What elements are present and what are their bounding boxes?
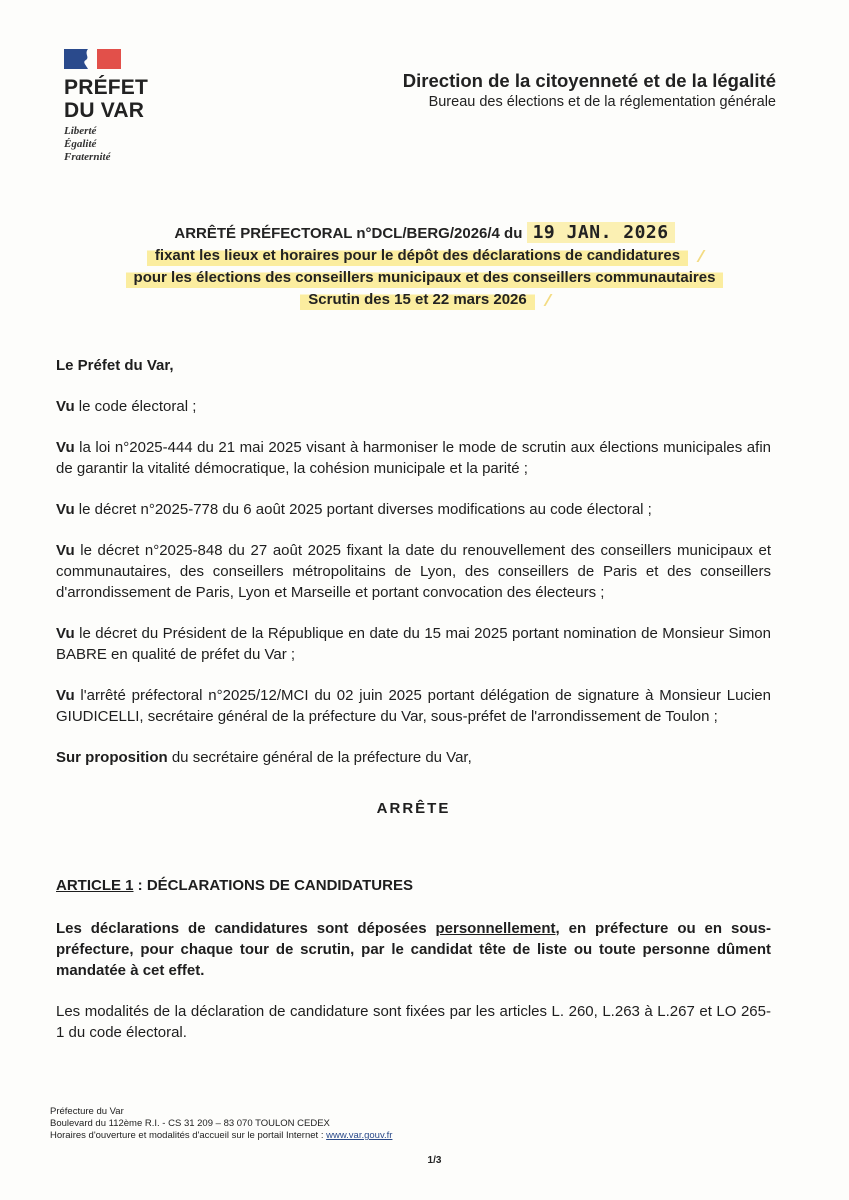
decree-title: [0, 222, 849, 311]
decree-number: ARRÊTÉ PRÉFECTORAL n°DCL/BERG/2026/4 du: [174, 225, 523, 242]
title-line-1: [166, 222, 682, 245]
bureau-subtitle: Bureau des élections et de la réglementation générale: [428, 94, 776, 110]
visa-text: le décret n°2025-848 du 27 août 2025 fixant la date du renouvellement des conseillers municipaux et communautaires, des conseillers métropolitains de Lyon, des conseillers de Paris et des conseillers d'arrondissement de Paris, Lyon et Marseille et portant convocation des électeurs ;: [56, 542, 771, 601]
republic-motto: [64, 125, 110, 164]
proposition-label: Sur proposition: [56, 749, 168, 766]
footer-prefecture: Préfecture du Var: [50, 1106, 124, 1117]
marianne-flag-logo: [64, 49, 121, 69]
article-1-paragraph-2: Les modalités de la déclaration de candidature sont fixées par les articles L. 260, L.263 à L.267 et LO 265-1 du code électoral.: [56, 1003, 771, 1041]
title-line-2: fixant les lieux et horaires pour le dépôt des déclarations de candidatures: [147, 245, 688, 267]
greeting: Le Préfet du Var,: [56, 357, 174, 374]
date-stamp: 19 JAN. 2026: [527, 222, 675, 243]
motto-fraternite: Fraternité: [64, 151, 111, 163]
proposition-paragraph: [56, 747, 771, 768]
visa-text: la loi n°2025-444 du 21 mai 2025 visant à harmoniser le mode de scrutin aux élections municipales afin de garantir la vitalité démocratique, la cohésion municipale et la parité ;: [56, 439, 771, 477]
visa-text: l'arrêté préfectoral n°2025/12/MCI du 02 juin 2025 portant délégation de signature à Monsieur Lucien GIUDICELLI, secrétaire général de la préfecture du Var, sous-préfet de l'arrondissement de Toulon ;: [56, 687, 771, 725]
article-1-paragraph-1: [56, 918, 771, 981]
p1-text-before: Les déclarations de candidatures sont déposées: [56, 920, 436, 937]
visa-paragraph: [56, 685, 771, 727]
title-line-4: Scrutin des 15 et 22 mars 2026: [300, 289, 534, 311]
motto-liberte: Liberté: [64, 125, 97, 137]
highlight-mark: [535, 294, 552, 306]
title-line-3: pour les élections des conseillers municipaux et des conseillers communautaires: [126, 267, 724, 289]
article-1-heading: [56, 875, 771, 896]
footer-address: Boulevard du 112ème R.I. - CS 31 209 – 83 070 TOULON CEDEX: [50, 1118, 330, 1129]
page-number: 1/3: [427, 1155, 442, 1166]
visa-text: le décret du Président de la République en date du 15 mai 2025 portant nomination de Monsieur Simon BABRE en qualité de préfet du Var ;: [56, 625, 771, 663]
visa-paragraph: [56, 623, 771, 665]
prefet-logo-text: [64, 76, 148, 122]
visa-paragraph: [56, 396, 771, 417]
highlight-mark: [689, 250, 706, 262]
website-link[interactable]: www.var.gouv.fr: [326, 1130, 393, 1141]
vu-label: Vu: [56, 439, 75, 456]
visa-paragraph: [56, 540, 771, 603]
flag-blue-band: [64, 49, 88, 69]
visa-paragraph: [56, 499, 771, 520]
vu-label: Vu: [56, 398, 75, 415]
vu-label: Vu: [56, 542, 75, 559]
footer: [50, 1106, 392, 1142]
visa-paragraph: [56, 437, 771, 479]
article-1-label: ARTICLE 1: [56, 877, 134, 894]
vu-label: Vu: [56, 687, 75, 704]
visa-text: le décret n°2025-778 du 6 août 2025 portant diverses modifications au code électoral ;: [74, 501, 652, 518]
direction-title: Direction de la citoyenneté et de la légalité: [402, 70, 776, 91]
p1-underlined: personnellement: [435, 920, 556, 937]
proposition-text: du secrétaire général de la préfecture du Var,: [167, 749, 472, 766]
department-header: [403, 70, 776, 112]
prefet-line-2: DU VAR: [64, 99, 145, 122]
prefet-line-1: PRÉFET: [64, 76, 149, 99]
vu-label: Vu: [56, 501, 75, 518]
motto-egalite: Égalité: [64, 138, 97, 150]
article-1-title: : DÉCLARATIONS DE CANDIDATURES: [133, 877, 413, 894]
footer-hours: [50, 1130, 392, 1142]
vu-label: Vu: [56, 625, 75, 642]
arrete-heading: ARRÊTE: [376, 800, 451, 817]
p1-text-after: , en préfecture ou en sous-préfecture, pour chaque tour de scrutin, par le candidat tête de liste ou toute personne dûment mandatée à cet effet.: [56, 920, 771, 979]
visa-text: le code électoral ;: [74, 398, 197, 415]
flag-red-band: [97, 49, 121, 69]
footer-hours-text: Horaires d'ouverture et modalités d'accueil sur le portail Internet :: [50, 1130, 327, 1141]
decree-body: [56, 355, 771, 1063]
